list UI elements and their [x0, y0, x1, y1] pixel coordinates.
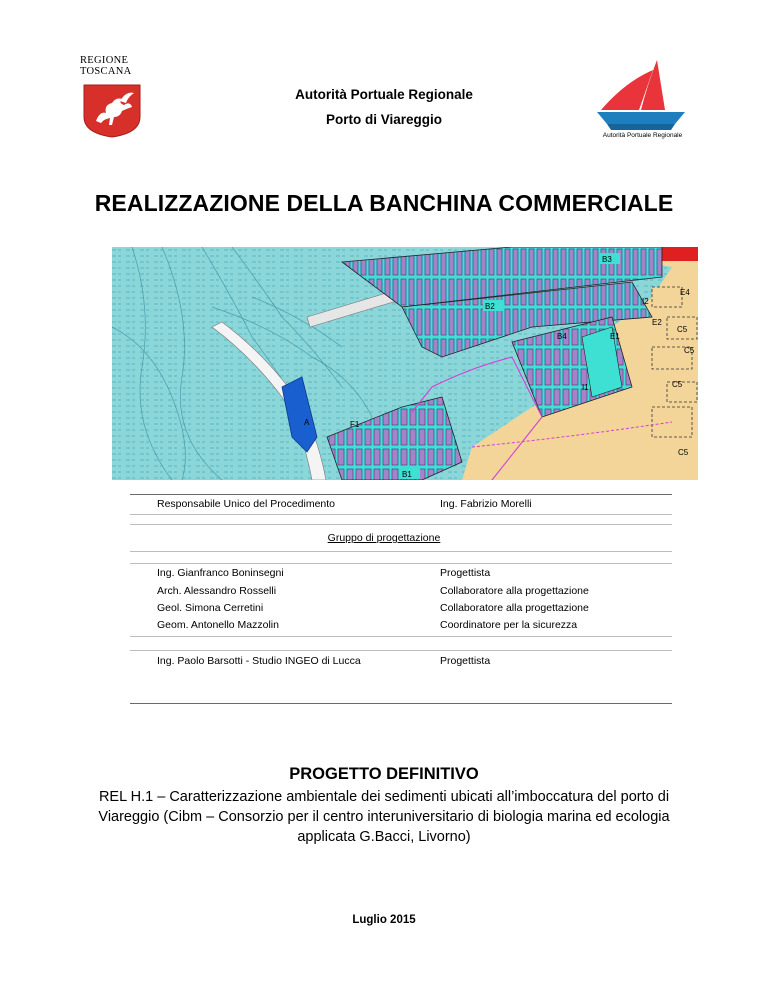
- table-rule: [130, 650, 672, 651]
- map-label-b1: B1: [402, 470, 412, 479]
- external-role: Progettista: [440, 655, 491, 667]
- map-label-i1: I1: [582, 383, 589, 392]
- table-top-rule: [130, 494, 672, 495]
- table-rule: [130, 514, 672, 515]
- logo-text-line2: TOSCANA: [80, 66, 132, 77]
- port-map: [112, 247, 698, 480]
- table-rule: [130, 636, 672, 637]
- member-role: Coordinatore per la sicurezza: [440, 619, 578, 631]
- map-label-e1: E1: [610, 332, 620, 341]
- member-role: Collaboratore alla progettazione: [440, 602, 589, 614]
- logo-text-line1: REGIONE: [80, 55, 129, 66]
- map-label-b4: B4: [557, 332, 567, 341]
- map-label-b3: B3: [602, 255, 612, 264]
- map-label-i2: I2: [642, 297, 649, 306]
- report-description: REL H.1 – Caratterizzazione ambientale dei sedimenti ubicati all’imboccatura del porto di Viareggio (Cibm – Consorzio per il centro interuniversitario di biologia marina ed ecologia applicata G.Bacci, Livorno): [98, 789, 670, 845]
- member-role: Collaboratore alla progettazione: [440, 585, 589, 597]
- project-phase: PROGETTO DEFINITIVO: [289, 765, 479, 783]
- authority-name: Autorità Portuale Regionale: [295, 87, 473, 102]
- port-map-drawing: [112, 247, 698, 480]
- member-name: Geol. Simona Cerretini: [157, 602, 264, 614]
- group-heading: Gruppo di progettazione: [327, 532, 441, 544]
- table-rule: [130, 524, 672, 525]
- table-bottom-rule: [130, 703, 672, 704]
- map-label-c5-4: C5: [678, 448, 689, 457]
- map-label-e4: E4: [680, 288, 690, 297]
- autorita-portuale-logo: [595, 58, 690, 142]
- sailboat-icon: [595, 58, 690, 132]
- table-rule: [130, 563, 672, 564]
- map-label-c5-1: C5: [677, 325, 688, 334]
- port-name: Porto di Viareggio: [325, 112, 442, 127]
- rup-label: Responsabile Unico del Procedimento: [157, 498, 336, 510]
- map-label-b2: B2: [485, 302, 495, 311]
- member-name: Arch. Alessandro Rosselli: [157, 585, 277, 597]
- document-date: Luglio 2015: [352, 914, 416, 926]
- document-title: REALIZZAZIONE DELLA BANCHINA COMMERCIALE: [94, 190, 674, 216]
- map-label-c5-3: C5: [672, 380, 683, 389]
- map-label-e2: E2: [652, 318, 662, 327]
- map-label-f1: F1: [350, 420, 360, 429]
- map-label-c5-2: C5: [684, 346, 695, 355]
- member-name: Geom. Antonello Mazzolin: [157, 619, 279, 631]
- member-role: Progettista: [440, 567, 491, 579]
- rup-name: Ing. Fabrizio Morelli: [440, 498, 532, 510]
- table-rule: [130, 551, 672, 552]
- external-name: Ing. Paolo Barsotti - Studio INGEO di Lucca: [157, 655, 361, 667]
- map-label-a: A: [304, 418, 310, 427]
- member-name: Ing. Gianfranco Boninsegni: [157, 567, 284, 579]
- logo-caption: Autorità Portuale Regionale: [602, 132, 683, 139]
